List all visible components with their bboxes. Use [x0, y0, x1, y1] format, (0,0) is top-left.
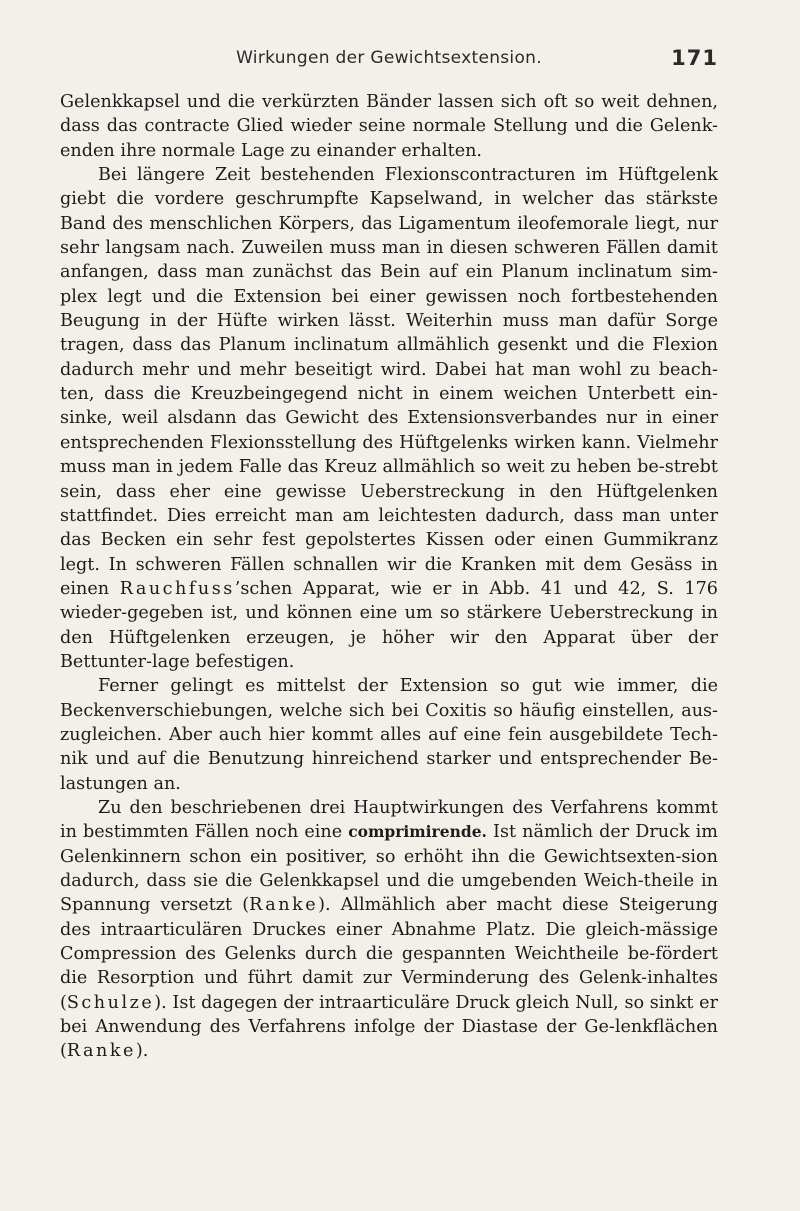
body-text: [60, 90, 718, 1064]
author-name: Ranke: [249, 895, 319, 916]
author-name: Schulze: [66, 992, 155, 1013]
text-run: Ist nämlich der Druck im Gelenkinnern schon ein positiver, so erhöht ihn die Gewichtsexten-sion dadurch, dass sie die Gelenkkapsel und die umgebenden Weich-theile in Spannung versetzt (: [60, 822, 718, 916]
paragraph-2: [60, 163, 718, 674]
text-run: Zu den beschriebenen drei Hauptwirkungen des Verfahrens kommt in bestimmten Fällen noch eine: [60, 797, 718, 843]
paragraph-4: [60, 796, 718, 1064]
text-run: ). Ist dagegen der intraarticuläre Druck gleich Null, so sinkt er bei Anwendung des Verfahrens infolge der Diastase der Ge-lenkflächen (: [60, 992, 718, 1062]
page-number: 171: [671, 46, 718, 70]
text-run: ).: [135, 1041, 149, 1062]
emphasized-term: comprimirende.: [348, 822, 487, 842]
author-name: Ranke: [66, 1041, 136, 1062]
running-title: Wirkungen der Gewichtsextension.: [236, 48, 542, 68]
author-name: Rauchfuss: [119, 578, 235, 599]
running-header: [60, 48, 718, 74]
text-run: ). Allmählich aber macht diese Steigerung des intraarticulären Druckes einer Abnahme Platz. Die gleich-mässige Compression des Gelenks durch die gespannten Weichtheile be-fördert die Resorption und führt damit zur Verminderung des Gelenk-inhaltes (: [60, 895, 718, 1013]
text-run: ’schen Apparat, wie er in Abb. 41 und 42, S. 176 wieder-gegeben ist, und können eine um so stärkere Ueberstreckung in den Hüftgelenken erzeugen, je höher wir den Apparat über der Bettunter-lage befestigen.: [60, 578, 718, 672]
text-run: Ferner gelingt es mittelst der Extension so gut wie immer, die Beckenverschiebungen, welche sich bei Coxitis so häufig einstellen, aus-zugleichen. Aber auch hier kommt alles auf eine fein ausgebildete Tech-nik und auf die Benutzung hinreichend starker und entsprechender Be-lastungen an.: [60, 676, 718, 794]
paragraph-3: [60, 674, 718, 796]
paragraph-1: [60, 90, 718, 163]
text-run: Gelenkkapsel und die verkürzten Bänder lassen sich oft so weit dehnen, dass das contracte Glied wieder seine normale Stellung und die Gelenk-enden ihre normale Lage zu einander erhalten.: [60, 92, 718, 161]
text-run: Bei längere Zeit bestehenden Flexionscontracturen im Hüftgelenk giebt die vordere geschrumpfte Kapselwand, in welcher das stärkste Band des menschlichen Körpers, das Ligamentum ileofemorale liegt, nur sehr langsam nach. Zuweilen muss man in diesen schweren Fällen damit anfangen, dass man zunächst das Bein auf ein Planum inclinatum sim-plex legt und die Extension bei einer gewissen noch fortbestehenden Beugung in der Hüfte wirken lässt. Weiterhin muss man dafür Sorge tragen, dass das Planum inclinatum allmählich gesenkt und die Flexion dadurch mehr und mehr beseitigt wird. Dabei hat man wohl zu beach-ten, dass die Kreuzbeingegend nicht in einem weichen Unterbett ein-sinke, weil alsdann das Gewicht des Extensionsverbandes nur in einer entsprechenden Flexionsstellung des Hüftgelenks wirken kann. Vielmehr muss man in jedem Falle das Kreuz allmählich so weit zu heben be-strebt sein, dass eher eine gewisse Ueberstreckung in den Hüftgelenken stattfindet. Dies erreicht man am leichtesten dadurch, dass man unter das Becken ein sehr fest gepolstertes Kissen oder einen Gummikranz legt. In schweren Fällen schnallen wir die Kranken mit dem Gesäss in einen: [60, 165, 718, 599]
